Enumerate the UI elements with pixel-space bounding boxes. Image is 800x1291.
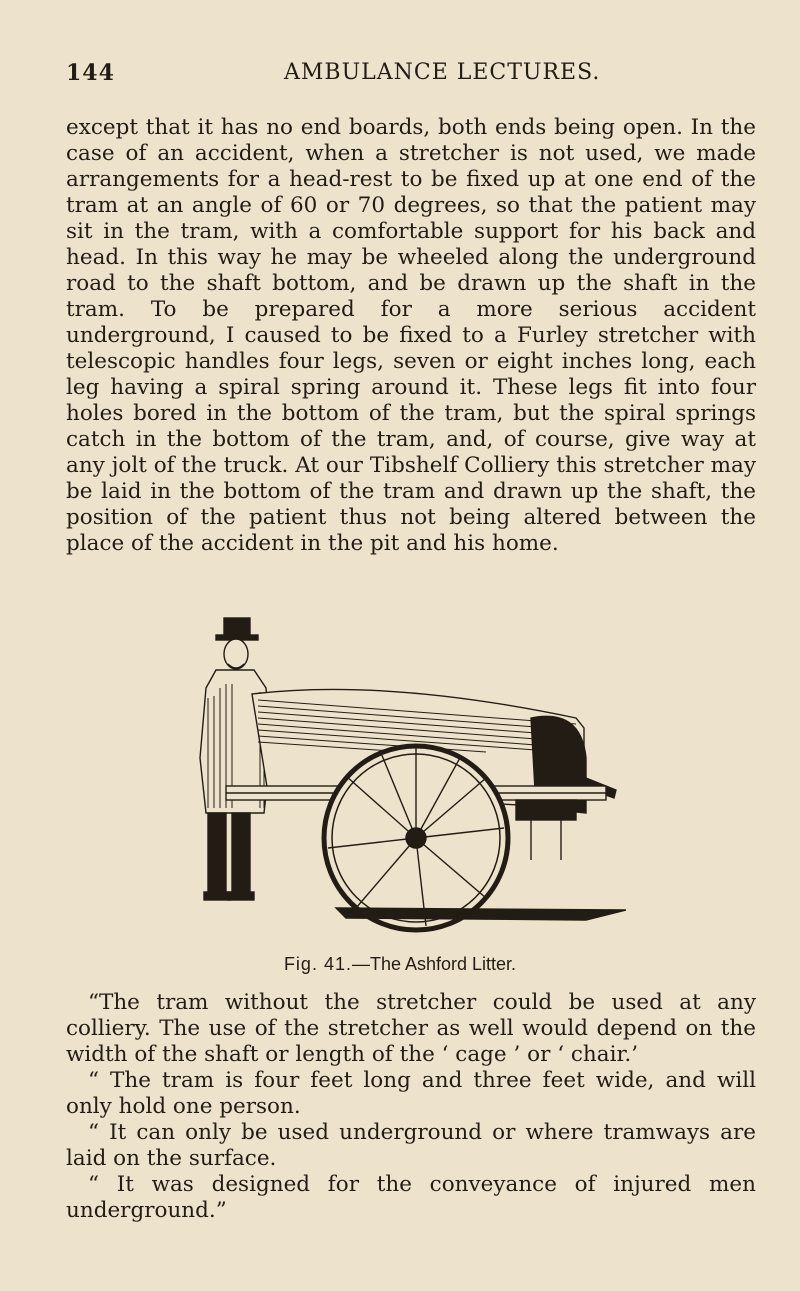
ashford-litter-illustration	[186, 608, 626, 938]
page-header	[66, 60, 756, 92]
page-number: 144	[66, 60, 115, 86]
figure-label: Fig. 41.	[283, 954, 352, 974]
paragraph-stretcher-description: except that it has no end boards, both ends being open. In the case of an accident, when a stretcher is not used, we made arrangements for a head-rest to be fixed up at one end of the tram at an angle of 60 or 70 degrees, so that the patient may sit in the tram, with a comfortable support for his back and head. In this way he may be wheeled along the underground road to the shaft bottom, and be drawn up the shaft in the tram. To be prepared for a more serious accident underground, I caused to be fixed to a Furley stretcher with telescopic handles four legs, seven or eight inches long, each leg having a spiral spring around it. These legs fit into four holes bored in the bottom of the tram, but the spiral springs catch in the bottom of the tram, and, of course, give way at any jolt of the truck. At our Tibshelf Colliery this stretcher may be laid in the bottom of the tram and drawn up the shaft, the position of the patient thus not being altered between the place of the accident in the pit and his home.	[66, 115, 756, 556]
figure-caption	[0, 954, 800, 975]
figure-title: —The Ashford Litter.	[351, 954, 517, 974]
quote-paragraph-3: “ It can only be used underground or where tramways are laid on the surface.	[66, 1120, 756, 1171]
litter-wheel	[324, 746, 508, 930]
quote-paragraph-1: “The tram without the stretcher could be used at any colliery. The use of the stretcher as well would depend on the width of the shaft or length of the ‘ cage ’ or ‘ chair.’	[66, 990, 756, 1067]
running-head: AMBULANCE LECTURES.	[284, 60, 601, 85]
figure-ashford-litter	[186, 608, 626, 938]
quote-paragraph-2: “ The tram is four feet long and three feet wide, and will only hold one person.	[66, 1068, 756, 1119]
man-figure	[200, 618, 270, 900]
quote-paragraph-4: “ It was designed for the conveyance of injured men underground.”	[66, 1172, 756, 1223]
